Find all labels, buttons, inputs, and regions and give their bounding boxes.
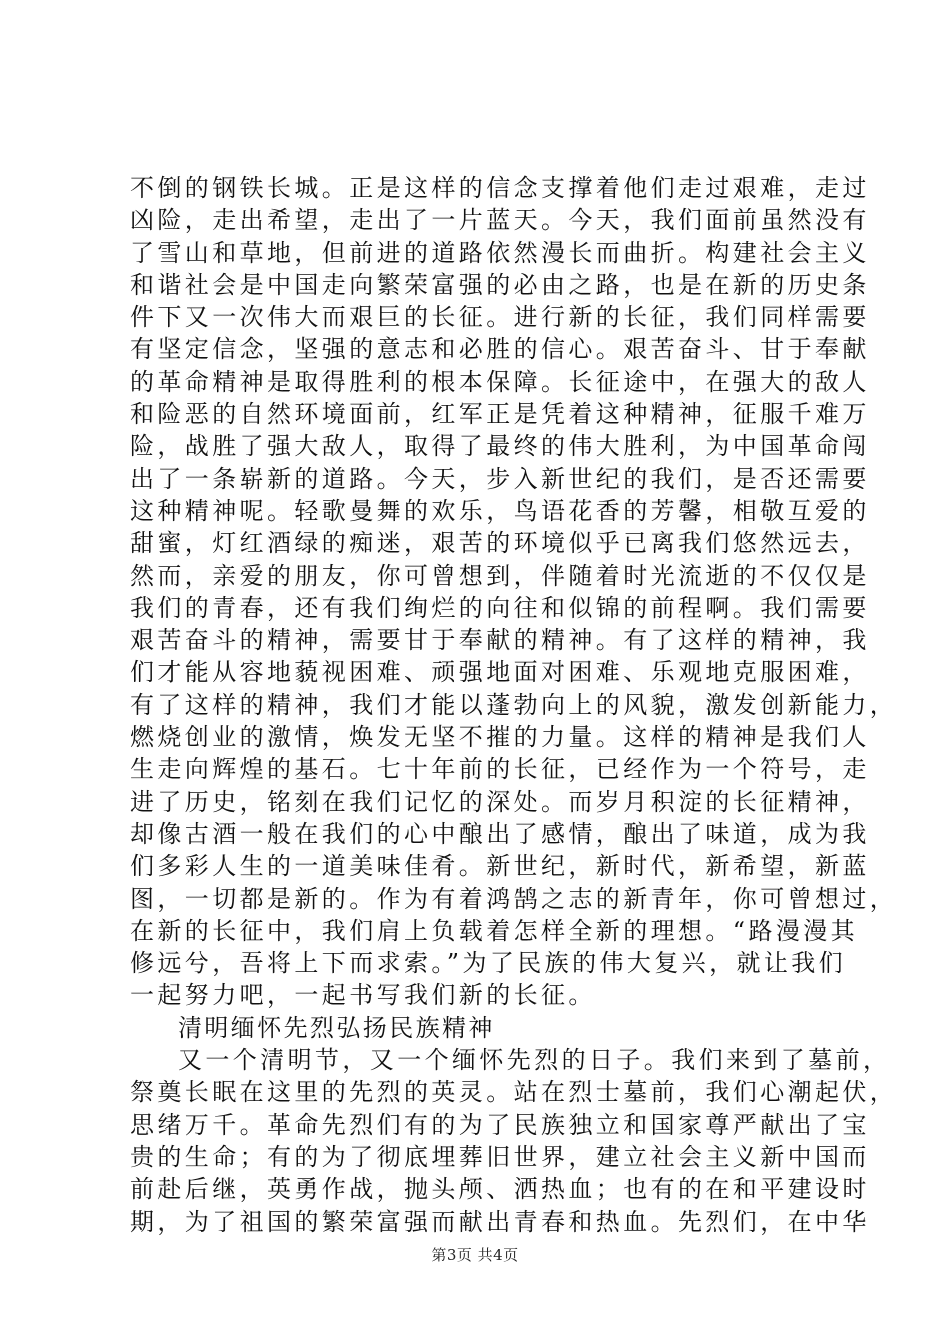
section-heading: 清明缅怀先烈弘扬民族精神 xyxy=(178,1013,495,1042)
text-line-3: 了雪山和草地，但前进的道路依然漫长而曲折。构建社会主义 xyxy=(130,238,870,267)
text-line-16: 们才能从容地藐视困难、顽强地面对困难、乐观地克服困难， xyxy=(130,658,870,687)
text-line-10: 出了一条崭新的道路。今天，步入新世纪的我们，是否还需要 xyxy=(130,464,870,493)
text-line-15: 艰苦奋斗的精神，需要甘于奉献的精神。有了这样的精神，我 xyxy=(130,626,870,655)
text-line-1: 不倒的钢铁长城。正是这样的信念支撑着他们走过艰难，走过 xyxy=(130,174,870,202)
document-body xyxy=(130,172,898,1238)
text-line-22: 们多彩人生的一道美味佳肴。新世纪，新时代，新希望，新蓝 xyxy=(130,852,870,881)
text-line-11: 这种精神呢。轻歌曼舞的欢乐，鸟语花香的芳馨，相敬互爱的 xyxy=(130,496,870,525)
text-line-28: 祭奠长眠在这里的先烈的英灵。站在烈士墓前，我们心潮起伏， xyxy=(130,1078,898,1107)
text-line-26: 一起努力吧，一起书写我们新的长征。 xyxy=(130,981,596,1010)
text-line-14: 我们的青春，还有我们绚烂的向往和似锦的前程啊。我们需要 xyxy=(130,593,870,622)
text-line-25: 修远兮，吾将上下而求索。”为了民族的伟大复兴，就让我们 xyxy=(130,949,847,978)
text-line-4: 和谐社会是中国走向繁荣富强的必由之路，也是在新的历史条 xyxy=(130,270,870,299)
text-line-12: 甜蜜，灯红酒绿的痴迷，艰苦的环境似乎已离我们悠然远去， xyxy=(130,529,870,558)
text-line-23: 图，一切都是新的。作为有着鸿鹄之志的新青年，你可曾想过， xyxy=(130,884,898,913)
text-line-21: 却像古酒一般在我们的心中酿出了感情，酿出了味道，成为我 xyxy=(130,819,870,848)
text-line-18: 燃烧创业的激情，焕发无坚不摧的力量。这样的精神是我们人 xyxy=(130,723,870,752)
page-number-footer: 第3页 共4页 xyxy=(431,1246,519,1264)
text-line-30: 贵的生命；有的为了彻底埋葬旧世界，建立社会主义新中国而 xyxy=(130,1142,870,1171)
text-line-29: 思绪万千。革命先烈们有的为了民族独立和国家尊严献出了宝 xyxy=(130,1110,870,1139)
text-line-9: 险，战胜了强大敌人，取得了最终的伟大胜利，为中国革命闯 xyxy=(130,432,870,461)
text-line-17: 有了这样的精神，我们才能以蓬勃向上的风貌，激发创新能力， xyxy=(130,690,898,719)
text-line-5: 件下又一次伟大而艰巨的长征。进行新的长征，我们同样需要 xyxy=(130,303,870,332)
text-line-6: 有坚定信念，坚强的意志和必胜的信心。艰苦奋斗、甘于奉献 xyxy=(130,335,870,364)
text-line-32: 期，为了祖国的繁荣富强而献出青春和热血。先烈们，在中华 xyxy=(130,1207,870,1236)
text-line-2: 凶险，走出希望，走出了一片蓝天。今天，我们面前虽然没有 xyxy=(130,206,870,235)
text-line-19: 生走向辉煌的基石。七十年前的长征，已经作为一个符号，走 xyxy=(130,755,870,784)
text-line-7: 的革命精神是取得胜利的根本保障。长征途中，在强大的敌人 xyxy=(130,367,870,396)
text-line-24: 在新的长征中，我们肩上负载着怎样全新的理想。“路漫漫其 xyxy=(130,916,859,945)
text-line-13: 然而，亲爱的朋友，你可曾想到，伴随着时光流逝的不仅仅是 xyxy=(130,561,870,590)
text-line-8: 和险恶的自然环境面前，红军正是凭着这种精神，征服千难万 xyxy=(130,400,870,429)
text-line-31: 前赴后继，英勇作战，抛头颅、洒热血；也有的在和平建设时 xyxy=(130,1175,870,1204)
text-line-27: 又一个清明节，又一个缅怀先烈的日子。我们来到了墓前， xyxy=(178,1046,891,1075)
text-line-20: 进了历史，铭刻在我们记忆的深处。而岁月积淀的长征精神， xyxy=(130,787,870,816)
